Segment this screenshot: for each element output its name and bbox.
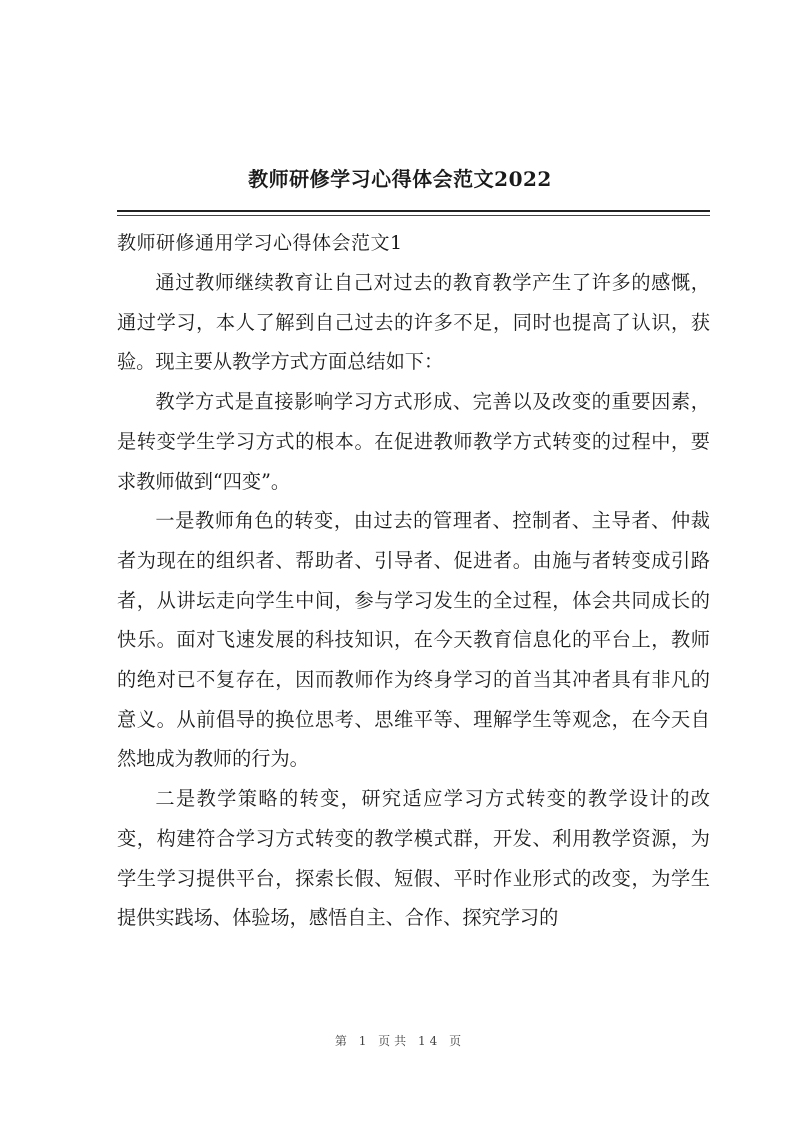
paragraph: 教学方式是直接影响学习方式形成、完善以及改变的重要因素，是转变学生学习方式的根本。在促进教师教学方式转变的过程中，要求教师做到“四变”。 xyxy=(117,390,710,493)
page-footer: 第 1 页共 14 页 xyxy=(334,1034,466,1048)
title-divider xyxy=(117,210,710,212)
section-subtitle: 教师研修通用学习心得体会范文1 xyxy=(117,232,403,254)
body-text xyxy=(117,263,710,938)
document-title: 教师研修学习心得体会范文2022 xyxy=(248,167,552,191)
paragraph: 二是教学策略的转变，研究适应学习方式转变的教学设计的改变，构建符合学习方式转变的教学模式群，开发、利用教学资源，为学生学习提供平台，探索长假、短假、平时作业形式的改变，为学生提供实践场、体验场，感悟自主、合作、探究学习的 xyxy=(117,787,710,930)
paragraph: 通过教师继续教育让自己对过去的教育教学产生了许多的感慨，通过学习，本人了解到自己过去的许多不足，同时也提高了认识，获验。现主要从教学方式方面总结如下： xyxy=(117,271,710,374)
paragraph: 一是教师角色的转变，由过去的管理者、控制者、主导者、仲裁者为现在的组织者、帮助者、引导者、促进者。由施与者转变成引路者，从讲坛走向学生中间，参与学习发生的全过程，体会共同成长的快乐。面对飞速发展的科技知识，在今天教育信息化的平台上，教师的绝对已不复存在，因而教师作为终身学习的首当其冲者具有非凡的意义。从前倡导的换位思考、思维平等、理解学生等观念，在今天自然地成为教师的行为。 xyxy=(117,509,710,771)
title-divider-thin xyxy=(117,215,710,216)
